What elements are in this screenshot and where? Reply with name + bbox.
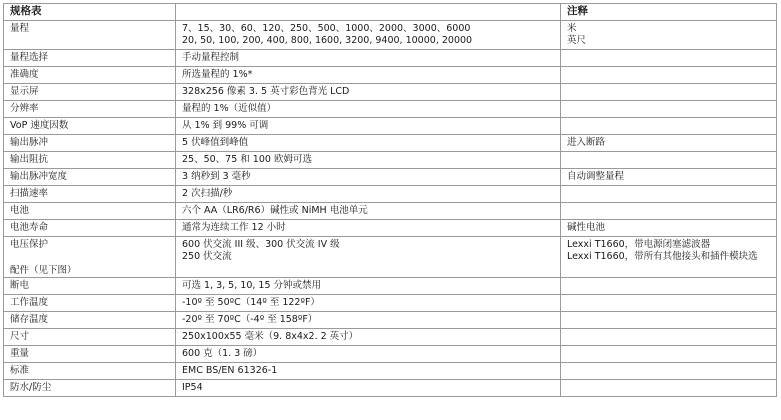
table-row: [4, 295, 777, 312]
row-label: 输出脉冲宽度: [4, 169, 176, 186]
row-label: 电池: [4, 203, 176, 220]
row-note: [561, 186, 777, 203]
row-note: [561, 363, 777, 380]
row-label: 防水/防尘: [4, 380, 176, 397]
value-line: 600 伏交流 III 级、300 伏交流 IV 级: [182, 239, 340, 250]
note-line: 米: [567, 23, 577, 34]
row-value: 328x256 像素 3. 5 英寸彩色背光 LCD: [176, 84, 561, 101]
row-label-primary: 电压保护: [10, 239, 49, 250]
row-value: 25、50、75 和 100 欧姆可选: [176, 152, 561, 169]
table-row: [4, 135, 777, 152]
table-row: [4, 329, 777, 346]
row-label: [4, 237, 176, 278]
row-label: 标准: [4, 363, 176, 380]
row-note: [561, 203, 777, 220]
row-note: 自动调整量程: [561, 169, 777, 186]
row-label-secondary: 配件（见下图）: [10, 264, 77, 276]
note-line: Lexxi T1660，带电源闭塞滤波器: [567, 239, 711, 250]
row-label: 储存温度: [4, 312, 176, 329]
row-value: 手动量程控制: [176, 50, 561, 67]
table-row: [4, 186, 777, 203]
row-value: [176, 21, 561, 50]
row-note: [561, 278, 777, 295]
row-value: 可选 1, 3, 5, 10, 15 分钟或禁用: [176, 278, 561, 295]
value-line: 7、15、30、60、120、250、500、1000、2000、3000、6000: [182, 23, 471, 34]
row-value: [176, 237, 561, 278]
row-label: 显示屏: [4, 84, 176, 101]
row-value: IP54: [176, 380, 561, 397]
row-value: 六个 AA（LR6/R6）碱性或 NiMH 电池单元: [176, 203, 561, 220]
table-row: [4, 67, 777, 84]
row-label: 断电: [4, 278, 176, 295]
row-label: 重量: [4, 346, 176, 363]
row-note: 碱性电池: [561, 220, 777, 237]
value-line: 250 伏交流: [182, 250, 232, 262]
row-note: [561, 67, 777, 84]
row-note: [561, 101, 777, 118]
table-row: [4, 169, 777, 186]
row-value: 600 克（1. 3 磅）: [176, 346, 561, 363]
row-label: 量程: [4, 21, 176, 50]
table-row: [4, 50, 777, 67]
row-value: 5 伏峰值到峰值: [176, 135, 561, 152]
row-label: VoP 速度因数: [4, 118, 176, 135]
table-row: [4, 101, 777, 118]
row-note: [561, 312, 777, 329]
row-note: [561, 380, 777, 397]
row-value: 从 1% 到 99% 可调: [176, 118, 561, 135]
row-label: 输出脉冲: [4, 135, 176, 152]
row-note: [561, 152, 777, 169]
spec-table: [3, 3, 777, 397]
row-note: [561, 237, 777, 278]
row-label: 尺寸: [4, 329, 176, 346]
row-label: 准确度: [4, 67, 176, 84]
table-row: [4, 237, 777, 278]
row-note: [561, 84, 777, 101]
row-label: 输出阻抗: [4, 152, 176, 169]
row-note: [561, 21, 777, 50]
value-line: 20, 50, 100, 200, 400, 800, 1600, 3200, 9400, 10000, 20000: [182, 34, 473, 46]
table-row: [4, 380, 777, 397]
note-line: Lexxi T1660，带所有其他接头和插件模块选: [567, 250, 758, 262]
table-row: [4, 278, 777, 295]
table-row: [4, 312, 777, 329]
table-row: [4, 118, 777, 135]
table-row: [4, 152, 777, 169]
row-note: [561, 329, 777, 346]
row-label: 工作温度: [4, 295, 176, 312]
row-label: 扫描速率: [4, 186, 176, 203]
table-row: [4, 203, 777, 220]
row-note: 进入断路: [561, 135, 777, 152]
table-row: [4, 346, 777, 363]
row-note: [561, 295, 777, 312]
row-note: [561, 346, 777, 363]
row-note: [561, 50, 777, 67]
header-cell-value: [176, 4, 561, 21]
row-value: EMC BS/EN 61326-1: [176, 363, 561, 380]
row-label: 电池寿命: [4, 220, 176, 237]
header-cell-spec: 规格表: [4, 4, 176, 21]
row-value: 所选量程的 1%*: [176, 67, 561, 84]
row-value: -20º 至 70ºC（-4º 至 158ºF）: [176, 312, 561, 329]
header-cell-notes: 注释: [561, 4, 777, 21]
row-value: 250x100x55 毫米（9. 8x4x2. 2 英寸）: [176, 329, 561, 346]
note-line: 英尺: [567, 34, 587, 46]
row-note: [561, 118, 777, 135]
table-row: [4, 21, 777, 50]
row-label: 量程选择: [4, 50, 176, 67]
row-value: -10º 至 50ºC（14º 至 122ºF）: [176, 295, 561, 312]
table-row: [4, 363, 777, 380]
table-row: [4, 84, 777, 101]
row-value: 通常为连续工作 12 小时: [176, 220, 561, 237]
table-row: [4, 220, 777, 237]
row-value: 3 纳秒到 3 毫秒: [176, 169, 561, 186]
row-value: 量程的 1%（近似值）: [176, 101, 561, 118]
row-value: 2 次扫描/秒: [176, 186, 561, 203]
row-label: 分辨率: [4, 101, 176, 118]
table-header-row: [4, 4, 777, 21]
